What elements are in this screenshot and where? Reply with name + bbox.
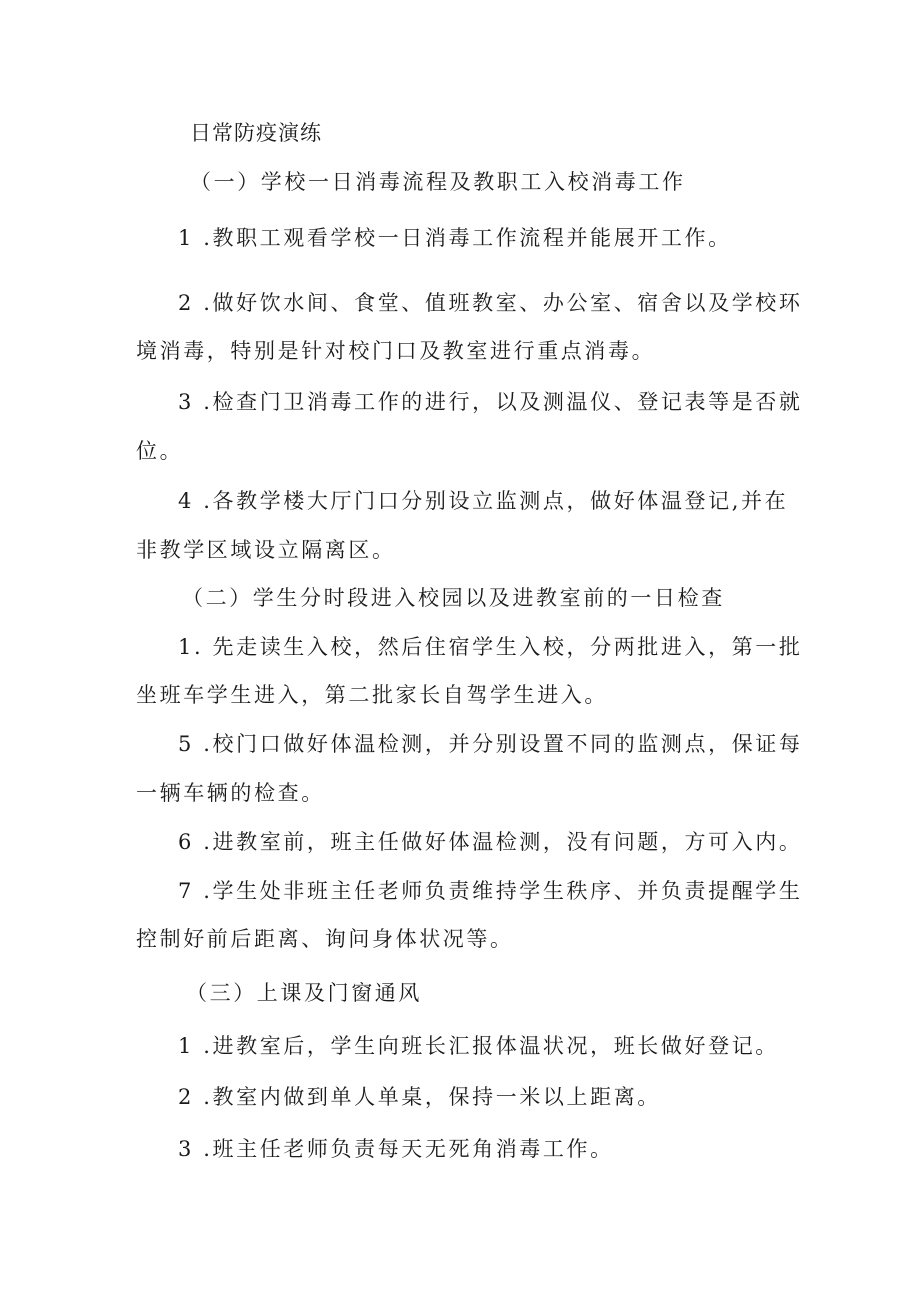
section-1-item-4-line-2: 非教学区域设立隔离区。 [136, 538, 396, 562]
section-3-item-1-line-1: 1 .进教室后，学生向班长汇报体温状况，班长做好登记。 [178, 1034, 779, 1058]
section-1-item-2-line-2: 境消毒，特别是针对校门口及教室进行重点消毒。 [136, 339, 656, 363]
section-1-heading: （一）学校一日消毒流程及教职工入校消毒工作 [190, 170, 686, 194]
section-2-item-2-line-2: 一辆车辆的检查。 [136, 781, 325, 805]
section-3-heading: （三）上课及门窗通风 [186, 981, 422, 1005]
section-1-item-2-line-1: 2 .做好饮水间、食堂、值班教室、办公室、宿舍以及学校环 [178, 291, 803, 315]
section-2-item-2-line-1: 5 .校门口做好体温检测，并分别设置不同的监测点，保证每 [178, 732, 803, 756]
section-2-item-4-line-1: 7 .学生处非班主任老师负责维持学生秩序、并负责提醒学生 [178, 879, 803, 903]
document-title: 日常防疫演练 [190, 121, 322, 145]
section-2-item-1-line-1: 1. 先走读生入校，然后住宿学生入校，分两批进入，第一批 [178, 635, 803, 659]
section-2-item-4-line-2: 控制好前后距离、询问身体状况等。 [136, 927, 514, 951]
section-1-item-3-line-2: 位。 [136, 439, 184, 463]
section-1-item-3-line-1: 3 .检查门卫消毒工作的进行，以及测温仪、登记表等是否就 [178, 390, 803, 414]
section-3-item-3-line-1: 3 .班主任老师负责每天无死角消毒工作。 [178, 1137, 614, 1161]
section-2-item-1-line-2: 坐班车学生进入，第二批家长自驾学生进入。 [136, 683, 608, 707]
section-1-item-1-line-1: 1 .教职工观看学校一日消毒工作流程并能展开工作。 [178, 226, 732, 250]
section-3-item-2-line-1: 2 .教室内做到单人单桌，保持一米以上距离。 [178, 1085, 661, 1109]
section-2-heading: （二）学生分时段进入校园以及进教室前的一日检查 [182, 586, 725, 610]
section-1-item-4-line-1: 4 .各教学楼大厅门口分别设立监测点，做好体温登记,并在 [178, 489, 789, 513]
section-2-item-3-line-1: 6 .进教室前，班主任做好体温检测，没有问题，方可入内。 [178, 830, 803, 854]
